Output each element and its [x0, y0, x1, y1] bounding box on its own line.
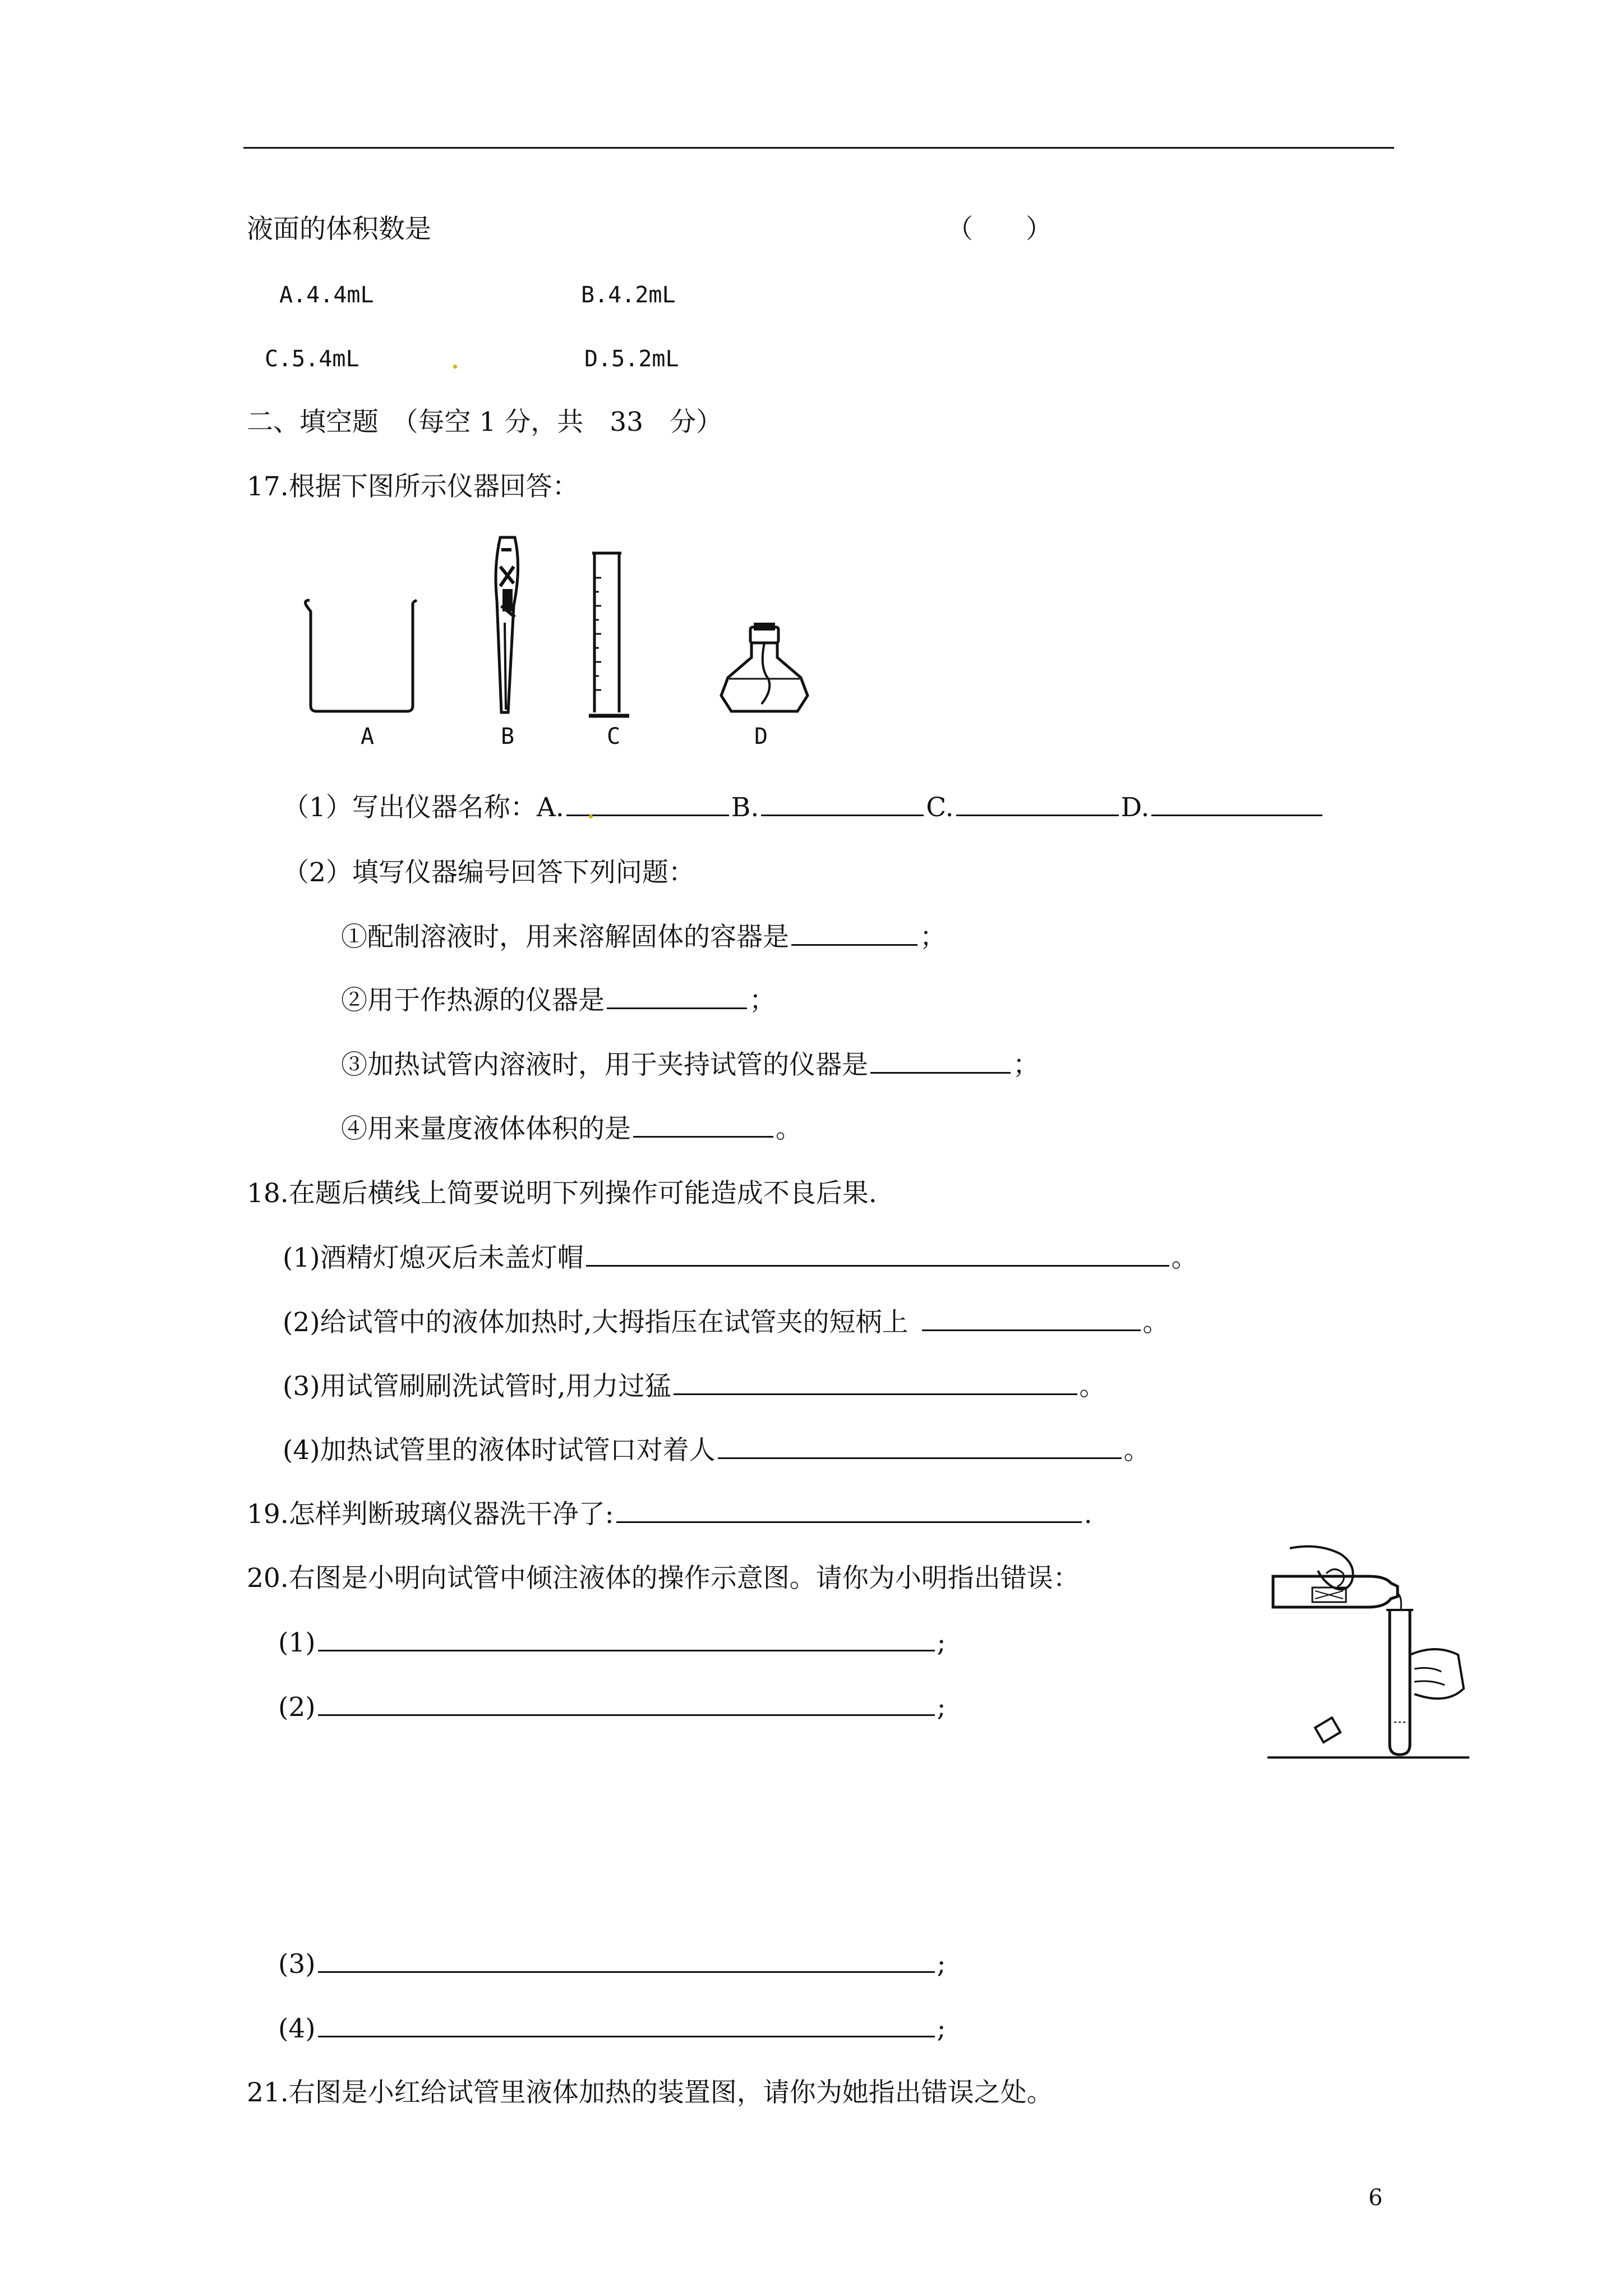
- test-tube-clamp-icon: [489, 533, 528, 721]
- q17-part1-text: （1）写出仪器名称：: [283, 792, 537, 823]
- answer-blank[interactable]: [318, 1692, 935, 1716]
- alcohol-lamp-icon: [717, 623, 812, 718]
- q20-item-4: [278, 2013, 946, 2045]
- q20-item-1-label: (1): [278, 1627, 316, 1658]
- q17-item-2: [341, 985, 776, 1016]
- q18-item-3: [283, 1371, 1106, 1402]
- answer-blank[interactable]: [674, 1371, 1077, 1395]
- graduated-cylinder-icon: [588, 550, 633, 721]
- section-title: 二、填空题 （每空 1 分，共 33 分）: [247, 407, 723, 438]
- punctuation: ；: [920, 922, 946, 953]
- q20-item-3-label: (3): [278, 1949, 316, 1980]
- q17-letter-d: D.: [1121, 792, 1150, 823]
- q21-stem: 21.右图是小红给试管里液体加热的装置图，请你为她指出错误之处。: [247, 2077, 1053, 2108]
- q16-tail-text: 液面的体积数是: [247, 214, 431, 245]
- q17-item-1: [341, 922, 946, 953]
- answer-blank[interactable]: [318, 2013, 935, 2037]
- punctuation: .: [1083, 1499, 1092, 1530]
- figure-label-b: B: [501, 724, 515, 749]
- q18-item-4-text: (4)加热试管里的液体时试管口对着人: [283, 1435, 716, 1466]
- q18-stem: 18.在题后横线上简要说明下列操作可能造成不良后果.: [247, 1178, 877, 1209]
- page-number: 6: [1368, 2185, 1383, 2211]
- figure-label-d: D: [754, 724, 768, 749]
- punctuation: 。: [1142, 1307, 1169, 1338]
- punctuation: ;: [937, 1949, 946, 1980]
- punctuation: 。: [1171, 1243, 1198, 1273]
- q17-letter-b: B.: [731, 792, 759, 823]
- q20-item-3: [278, 1949, 946, 1980]
- q18-item-1: [283, 1243, 1198, 1274]
- answer-blank[interactable]: [607, 985, 747, 1009]
- q19: [247, 1499, 1092, 1530]
- q18-item-2: [283, 1307, 1169, 1338]
- q17-letter-c: C.: [926, 792, 954, 823]
- q19-text: 19.怎样判断玻璃仪器洗干净了:: [247, 1499, 614, 1530]
- answer-blank-c[interactable]: [956, 792, 1119, 816]
- q20-item-2-label: (2): [278, 1692, 316, 1723]
- q20-item-2: [278, 1692, 946, 1723]
- punctuation: ;: [937, 1692, 946, 1723]
- q20-stem: 20.右图是小明向试管中倾注液体的操作示意图。请你为小明指出错误：: [247, 1563, 1080, 1594]
- stray-mark: [453, 365, 457, 369]
- figure-label-a: A: [361, 724, 375, 749]
- answer-blank[interactable]: [922, 1307, 1141, 1331]
- punctuation: 。: [1123, 1435, 1150, 1466]
- answer-blank[interactable]: [586, 1243, 1169, 1267]
- punctuation: ;: [937, 2013, 946, 2044]
- q16-option-b: B.4.2mL: [581, 282, 676, 308]
- answer-blank-d[interactable]: [1151, 792, 1322, 816]
- q17-part2: （2）填写仪器编号回答下列问题：: [283, 857, 695, 888]
- q17-letter-a: A.: [536, 792, 564, 823]
- figure-label-c: C: [607, 724, 621, 749]
- punctuation: 。: [776, 1114, 802, 1144]
- punctuation: ；: [749, 985, 776, 1016]
- q16-option-a: A.4.4mL: [279, 282, 374, 308]
- q17-item-1-text: ①配制溶液时，用来溶解固体的容器是: [341, 922, 789, 953]
- answer-blank-b[interactable]: [761, 792, 924, 816]
- q16-answer-paren: （ ）: [947, 214, 1052, 245]
- answer-blank[interactable]: [633, 1114, 773, 1138]
- q20-item-1: [278, 1627, 946, 1659]
- answer-blank[interactable]: [318, 1949, 935, 1973]
- q17-item-4-text: ④用来量度液体体积的是: [341, 1114, 631, 1144]
- q18-item-4: [283, 1435, 1150, 1466]
- q17-item-2-text: ②用于作热源的仪器是: [341, 985, 605, 1016]
- beaker-icon: [303, 595, 421, 718]
- punctuation: ；: [1013, 1050, 1039, 1080]
- answer-blank[interactable]: [791, 922, 917, 946]
- pouring-liquid-illustration: [1267, 1543, 1469, 1761]
- punctuation: 。: [1079, 1371, 1106, 1402]
- q17-item-3-text: ③加热试管内溶液时，用于夹持试管的仪器是: [341, 1050, 868, 1080]
- q17-part1: [283, 792, 1325, 823]
- q17-item-3: [341, 1050, 1039, 1081]
- q17-stem: 17.根据下图所示仪器回答：: [247, 471, 579, 502]
- header-rule: [243, 147, 1394, 149]
- q16-option-d: D.5.2mL: [584, 346, 679, 372]
- answer-blank-a[interactable]: [566, 792, 729, 816]
- answer-blank[interactable]: [616, 1499, 1082, 1523]
- q16-option-c: C.5.4mL: [265, 346, 359, 372]
- answer-blank[interactable]: [718, 1435, 1122, 1459]
- q17-item-4: [341, 1114, 802, 1145]
- answer-blank[interactable]: [870, 1050, 1011, 1074]
- answer-blank[interactable]: [318, 1627, 935, 1651]
- stray-mark: [589, 815, 593, 818]
- q18-item-2-text: (2)给试管中的液体加热时,大拇指压在试管夹的短柄上: [283, 1307, 909, 1338]
- q18-item-3-text: (3)用试管刷刷洗试管时,用力过猛: [283, 1371, 671, 1402]
- punctuation: ;: [937, 1627, 946, 1658]
- q18-item-1-text: (1)酒精灯熄灭后未盖灯帽: [283, 1243, 584, 1273]
- q20-item-4-label: (4): [278, 2013, 316, 2044]
